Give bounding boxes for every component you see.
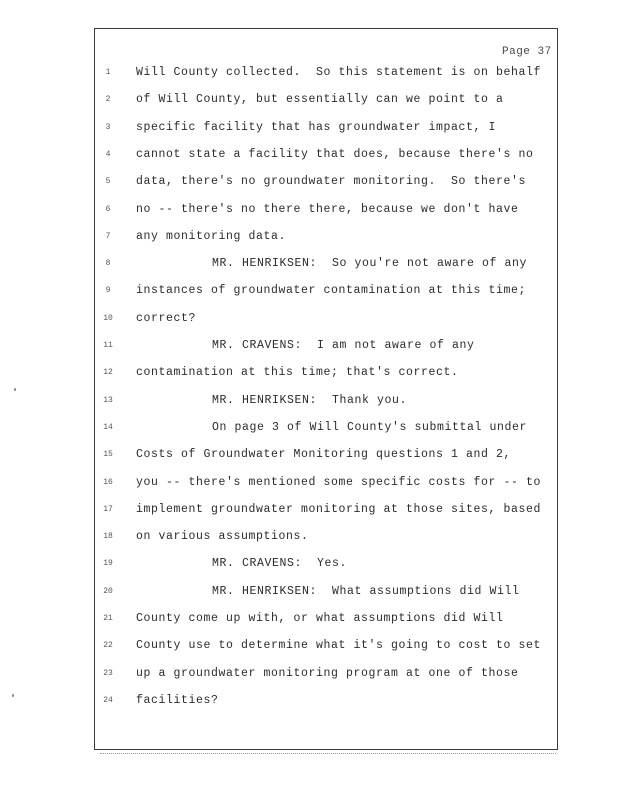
scan-speck — [14, 388, 16, 391]
transcript-line — [0, 93, 618, 111]
line-text: on various assumptions. — [136, 530, 309, 544]
transcript-line — [0, 585, 618, 603]
line-number: 8 — [105, 259, 111, 269]
line-number: 19 — [103, 559, 113, 569]
line-text: On page 3 of Will County's submittal under — [212, 420, 528, 434]
line-number: 3 — [105, 122, 111, 132]
line-text: cannot state a facility that does, because there's no — [136, 147, 534, 161]
transcript-line — [0, 530, 618, 548]
line-number: 24 — [103, 695, 113, 705]
line-text: Will County collected. So this statement is on behalf — [136, 66, 542, 79]
line-text: correct? — [136, 311, 197, 325]
transcript-line — [0, 421, 618, 439]
line-text: specific facility that has groundwater impact, I — [136, 120, 497, 134]
transcript-line — [0, 339, 618, 357]
transcript-line — [0, 694, 618, 712]
transcript-line — [0, 612, 618, 630]
line-number: 21 — [103, 614, 113, 623]
line-number: 13 — [103, 395, 113, 405]
transcript-line — [0, 148, 618, 166]
line-text: data, there's no groundwater monitoring. So there's — [136, 175, 527, 189]
line-text: any monitoring data. — [136, 229, 287, 243]
line-number: 6 — [105, 204, 111, 214]
scan-speck — [12, 694, 14, 697]
line-number: 22 — [103, 641, 113, 651]
transcript-line — [0, 557, 618, 575]
transcript-line — [0, 476, 618, 494]
line-number: 23 — [103, 668, 113, 678]
line-number: 12 — [103, 368, 113, 378]
line-text: you -- there's mentioned some specific costs for -- to — [136, 475, 542, 489]
footer-rule — [100, 753, 556, 754]
line-text: MR. CRAVENS: I am not aware of any — [212, 339, 475, 352]
line-number: 2 — [105, 95, 111, 105]
line-number: 17 — [103, 504, 113, 514]
transcript-line — [0, 257, 618, 275]
line-text: MR. HENRIKSEN: Thank you. — [212, 393, 408, 407]
transcript-line — [0, 639, 618, 657]
transcript-line — [0, 394, 618, 412]
line-text: implement groundwater monitoring at those sites, based — [136, 502, 542, 516]
transcript-line — [0, 175, 618, 193]
line-number: 10 — [103, 313, 113, 323]
line-text: MR. HENRIKSEN: So you're not aware of any — [212, 257, 528, 271]
transcript-line — [0, 230, 618, 248]
line-text: of Will County, but essentially can we point to a — [136, 93, 504, 107]
transcript-line — [0, 503, 618, 521]
line-text: up a groundwater monitoring program at one of those — [136, 666, 519, 680]
transcript-line — [0, 284, 618, 302]
line-text: Costs of Groundwater Monitoring questions 1 and 2, — [136, 448, 512, 462]
line-text: County come up with, or what assumptions did Will — [136, 612, 504, 625]
line-number: 9 — [105, 286, 111, 296]
line-number: 1 — [105, 68, 111, 77]
line-text: instances of groundwater contamination at this time; — [136, 284, 527, 298]
line-text: no -- there's no there there, because we don't have — [136, 202, 519, 216]
line-number: 11 — [103, 341, 113, 350]
line-text: contamination at this time; that's correct. — [136, 366, 459, 380]
page-number: Page 37 — [502, 46, 552, 58]
line-text: MR. HENRIKSEN: What assumptions did Will — [212, 584, 520, 598]
transcript-line — [0, 366, 618, 384]
line-number: 16 — [103, 477, 113, 487]
line-text: County use to determine what it's going to cost to set — [136, 639, 542, 653]
line-number: 5 — [105, 177, 111, 187]
line-number: 14 — [103, 422, 113, 432]
line-text: facilities? — [136, 693, 219, 707]
transcript-line — [0, 448, 618, 466]
transcript-line — [0, 66, 618, 84]
line-number: 15 — [103, 450, 113, 460]
line-number: 20 — [103, 586, 113, 596]
transcript-line — [0, 121, 618, 139]
line-number: 7 — [105, 231, 111, 241]
transcript-line — [0, 667, 618, 685]
transcript-line — [0, 203, 618, 221]
transcript-line — [0, 312, 618, 330]
line-number: 4 — [105, 149, 111, 159]
line-text: MR. CRAVENS: Yes. — [212, 557, 348, 571]
line-number: 18 — [103, 532, 113, 542]
